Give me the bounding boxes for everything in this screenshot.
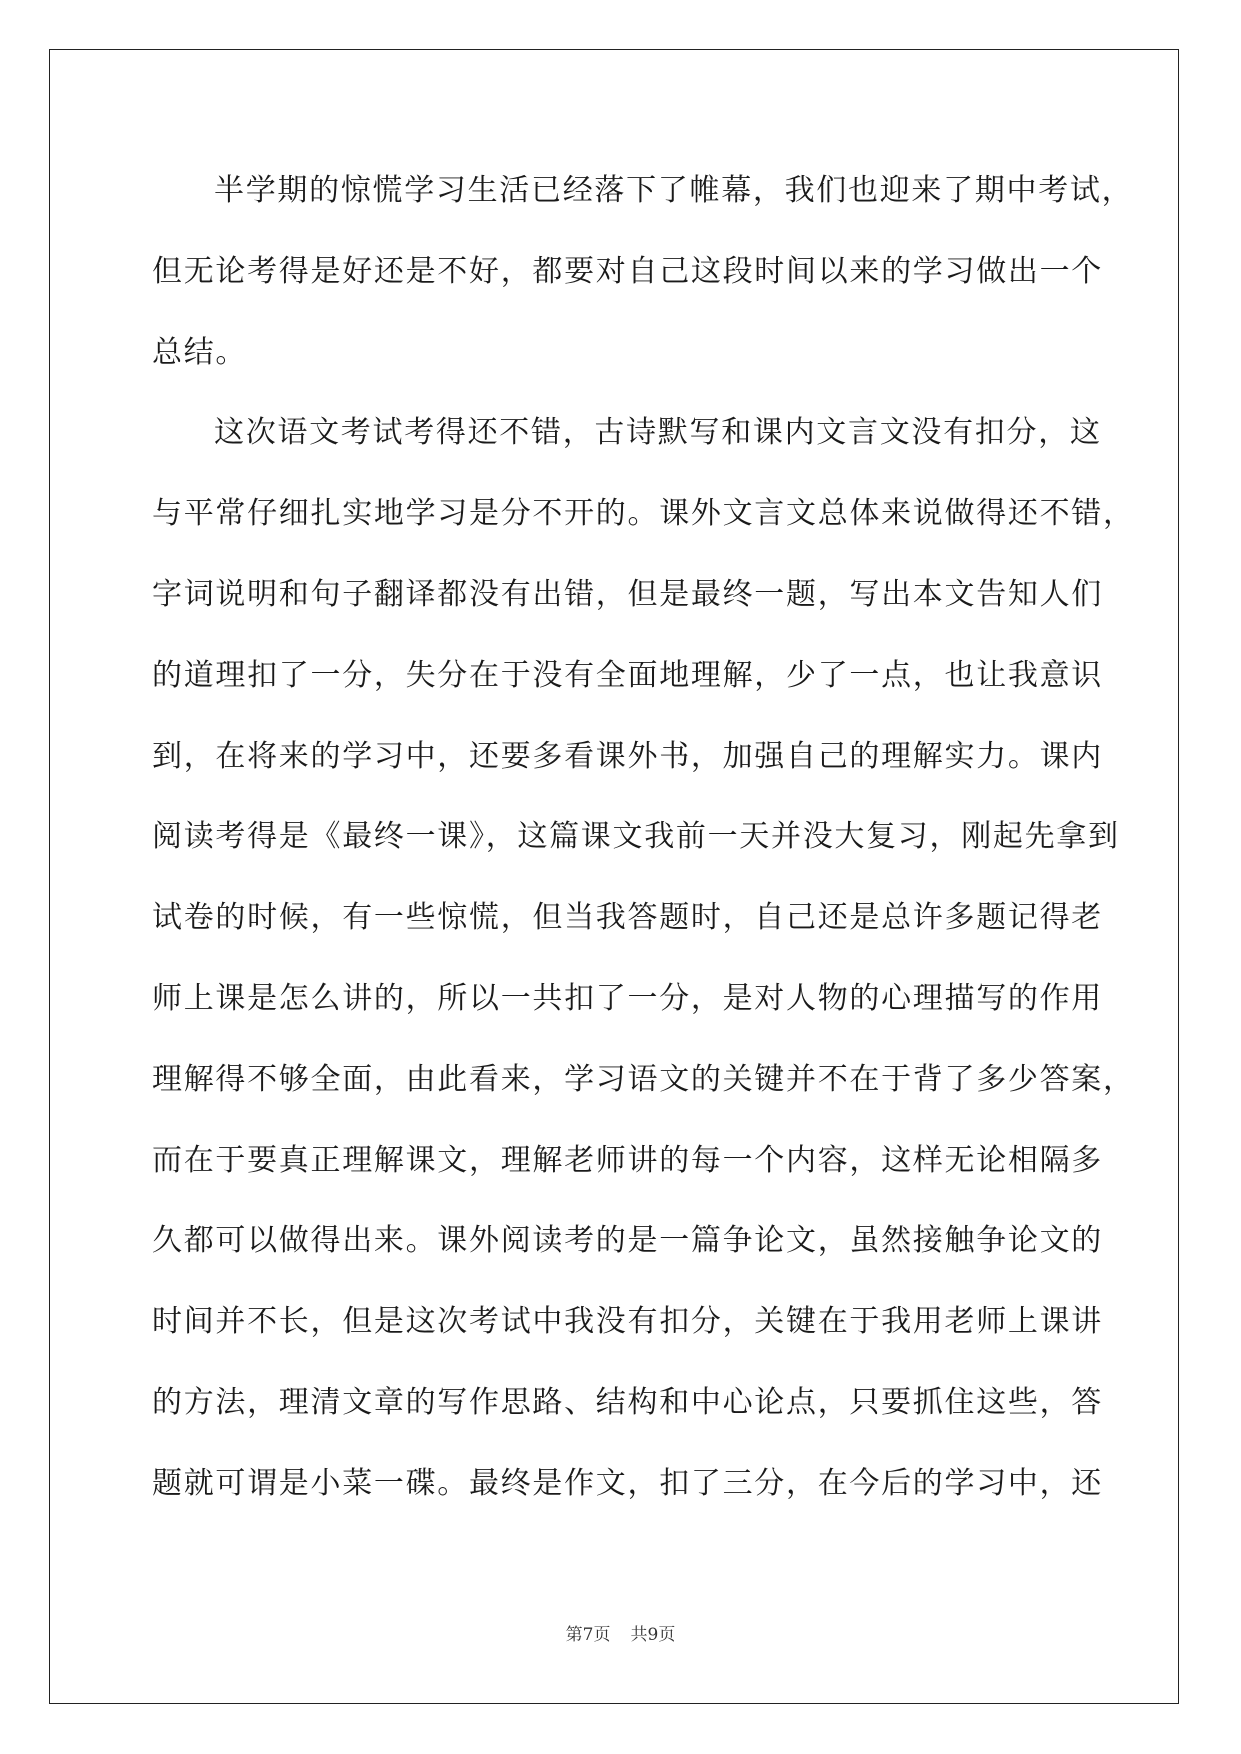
text-line: 师上课是怎么讲的，所以一共扣了一分，是对人物的心理描写的作用 [152,980,1103,1016]
text-line: 到，在将来的学习中，还要多看课外书，加强自己的理解实力。课内 [152,738,1103,774]
text-line: 的道理扣了一分，失分在于没有全面地理解，少了一点，也让我意识 [152,657,1103,693]
text-line: 而在于要真正理解课文，理解老师讲的每一个内容，这样无论相隔多 [152,1142,1103,1178]
text-line: 但无论考得是好还是不好，都要对自己这段时间以来的学习做出一个 [152,253,1103,289]
text-line: 题就可谓是小菜一碟。最终是作文，扣了三分，在今后的学习中，还 [152,1465,1103,1501]
document-body [152,160,1135,1534]
text-line: 阅读考得是《最终一课》，这篇课文我前一天并没大复习，刚起先拿到 [152,819,1120,855]
text-line: 久都可以做得出来。课外阅读考的是一篇争论文，虽然接触争论文的 [152,1223,1103,1259]
text-line: 这次语文考试考得还不错，古诗默写和课内文言文没有扣分，这 [214,415,1102,451]
page-number: 第7页 [565,1625,611,1645]
page-total: 共9页 [630,1625,676,1645]
page-footer [0,1620,1241,1645]
paragraph-2 [152,402,1135,1533]
text-line: 与平常仔细扎实地学习是分不开的。课外文言文总体来说做得还不错， [152,496,1135,532]
text-line: 总结。 [152,334,248,370]
text-line: 理解得不够全面，由此看来，学习语文的关键并不在于背了多少答案， [152,1061,1135,1097]
text-line: 试卷的时候，有一些惊慌，但当我答题时，自己还是总许多题记得老 [152,900,1103,936]
text-line: 的方法，理清文章的写作思路、结构和中心论点，只要抓住这些，答 [152,1384,1103,1420]
paragraph-1 [152,160,1134,402]
text-line: 字词说明和句子翻译都没有出错，但是最终一题，写出本文告知人们 [152,576,1103,612]
text-line: 时间并不长，但是这次考试中我没有扣分，关键在于我用老师上课讲 [152,1304,1103,1340]
text-line: 半学期的惊慌学习生活已经落下了帷幕，我们也迎来了期中考试， [214,173,1134,208]
